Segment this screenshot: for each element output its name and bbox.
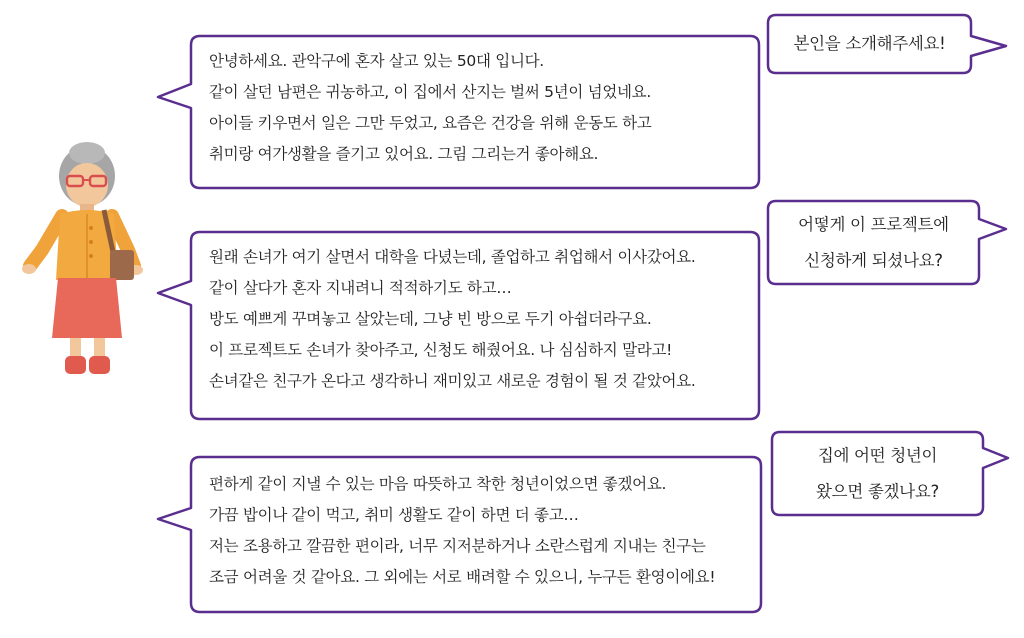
answer-2-line-4: 이 프로젝트도 손녀가 찾아주고, 신청도 해줬어요. 나 심심하지 말라고!: [209, 341, 673, 359]
grandmother-figure-icon: [20, 138, 152, 378]
question-text-1: [768, 26, 971, 62]
answer-1-line-4: 취미랑 여가생활을 즐기고 있어요. 그림 그리는거 좋아해요.: [209, 145, 599, 163]
answer-text-2: [209, 242, 695, 397]
question-text-3: [772, 438, 983, 510]
question-3-line-2: 왔으면 좋겠나요?: [816, 482, 939, 501]
question-2-line-1: 어떻게 이 프로젝트에: [798, 215, 949, 234]
question-text-2: [768, 207, 979, 279]
question-1-line-1: 본인을 소개해주세요!: [793, 34, 946, 53]
question-2-line-2: 신청하게 되셨나요?: [804, 251, 943, 270]
answer-3-line-3: 저는 조용하고 깔끔한 편이라, 너무 지저분하거나 소란스럽게 지내는 친구는: [209, 537, 706, 555]
answer-1-line-2: 같이 살던 남편은 귀농하고, 이 집에서 산지는 벌써 5년이 넘었네요.: [209, 83, 651, 101]
answer-text-1: [209, 46, 651, 170]
answer-text-3: [209, 469, 715, 593]
answer-3-line-4: 조금 어려울 것 같아요. 그 외에는 서로 배려할 수 있으니, 누구든 환영이에요!: [209, 568, 716, 586]
answer-2-line-1: 원래 손녀가 여기 살면서 대학을 다녔는데, 졸업하고 취업해서 이사갔어요.: [209, 248, 696, 266]
answer-3-line-2: 가끔 밥이나 같이 먹고, 취미 생활도 같이 하면 더 좋고…: [209, 506, 579, 524]
answer-1-line-1: 안녕하세요. 관악구에 혼자 살고 있는 50대 입니다.: [209, 52, 544, 70]
answer-2-line-3: 방도 예쁘게 꾸며놓고 살았는데, 그냥 빈 방으로 두기 아쉽더라구요.: [209, 310, 652, 328]
answer-3-line-1: 편하게 같이 지낼 수 있는 마음 따뜻하고 착한 청년이었으면 좋겠어요.: [209, 475, 667, 493]
question-3-line-1: 집에 어떤 청년이: [817, 446, 938, 465]
answer-2-line-2: 같이 살다가 혼자 지내려니 적적하기도 하고…: [209, 279, 512, 297]
answer-1-line-3: 아이들 키우면서 일은 그만 두었고, 요즘은 건강을 위해 운동도 하고: [209, 114, 652, 132]
answer-2-line-5: 손녀같은 친구가 온다고 생각하니 재미있고 새로운 경험이 될 것 같았어요.: [209, 372, 696, 390]
